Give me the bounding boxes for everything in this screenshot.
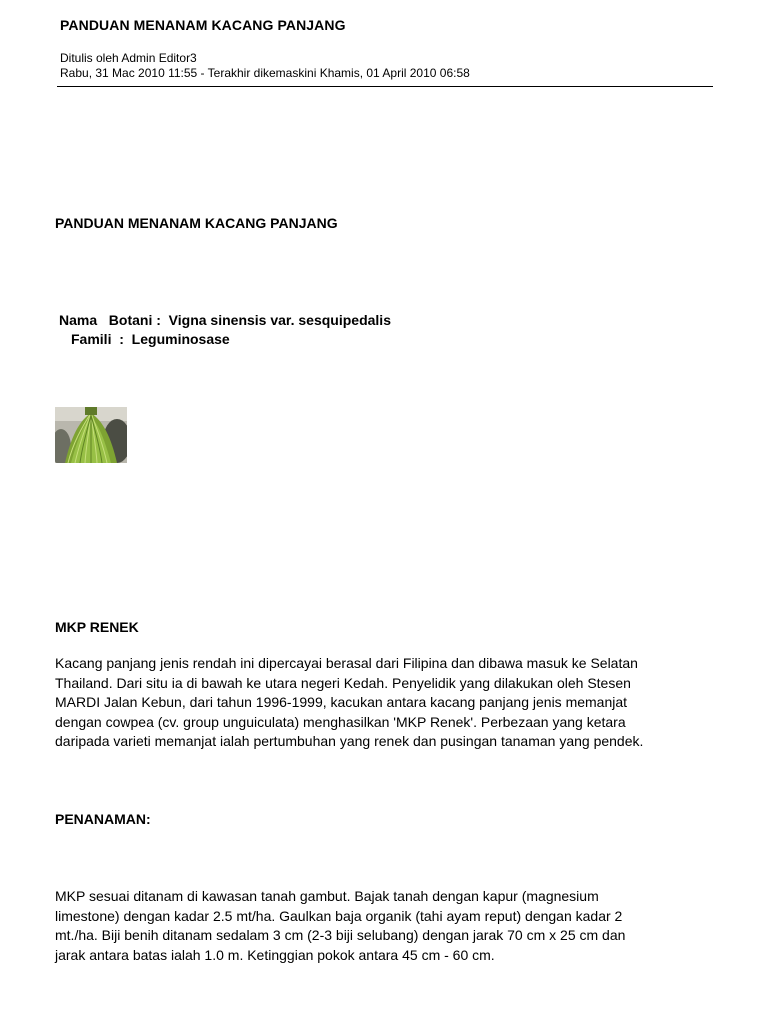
- botanical-name: Nama Botani : Vigna sinensis var. sesquipedalis: [59, 312, 391, 328]
- penanaman-line: jarak antara batas ialah 1.0 m. Ketinggian pokok antara 45 cm - 60 cm.: [55, 946, 495, 963]
- mkp-renek-heading: MKP RENEK: [55, 619, 139, 635]
- family-name: Famili : Leguminosase: [71, 331, 230, 347]
- author-line: Ditulis oleh Admin Editor3: [60, 51, 197, 65]
- mkp-line: dengan cowpea (cv. group unguiculata) menghasilkan 'MKP Renek'. Perbezaan yang ketara: [55, 713, 626, 730]
- article-title: PANDUAN MENANAM KACANG PANJANG: [55, 215, 338, 231]
- penanaman-heading: PENANAMAN:: [55, 811, 151, 827]
- mkp-line: Thailand. Dari situ ia di bawah ke utara negeri Kedah. Penyelidik yang dilakukan oleh Stesen: [55, 674, 631, 691]
- mkp-line: Kacang panjang jenis rendah ini dipercayai berasal dari Filipina dan dibawa masuk ke Selatan: [55, 655, 638, 671]
- document-header-title: PANDUAN MENANAM KACANG PANJANG: [60, 17, 346, 33]
- mkp-line: daripada varieti memanjat ialah pertumbuhan yang renek dan pusingan tanaman yang pendek.: [55, 733, 644, 750]
- penanaman-line: MKP sesuai ditanam di kawasan tanah gambut. Bajak tanah dengan kapur (magnesium: [55, 888, 599, 904]
- penanaman-line: limestone) dengan kadar 2.5 mt/ha. Gaulkan baja organik (tahi ayam reput) dengan kadar 2: [55, 907, 623, 924]
- mkp-renek-paragraph: [55, 654, 720, 752]
- date-line: Rabu, 31 Mac 2010 11:55 - Terakhir dikemaskini Khamis, 01 April 2010 06:58: [60, 66, 470, 80]
- penanaman-line: mt./ha. Biji benih ditanam sedalam 3 cm (2-3 biji selubang) dengan jarak 70 cm x 25 cm dan: [55, 927, 626, 944]
- long-bean-photo: [55, 407, 127, 463]
- mkp-line: MARDI Jalan Kebun, dari tahun 1996-1999, kacukan antara kacang panjang jenis memanjat: [55, 694, 628, 711]
- penanaman-paragraph: [55, 887, 720, 965]
- header-divider: [57, 86, 713, 87]
